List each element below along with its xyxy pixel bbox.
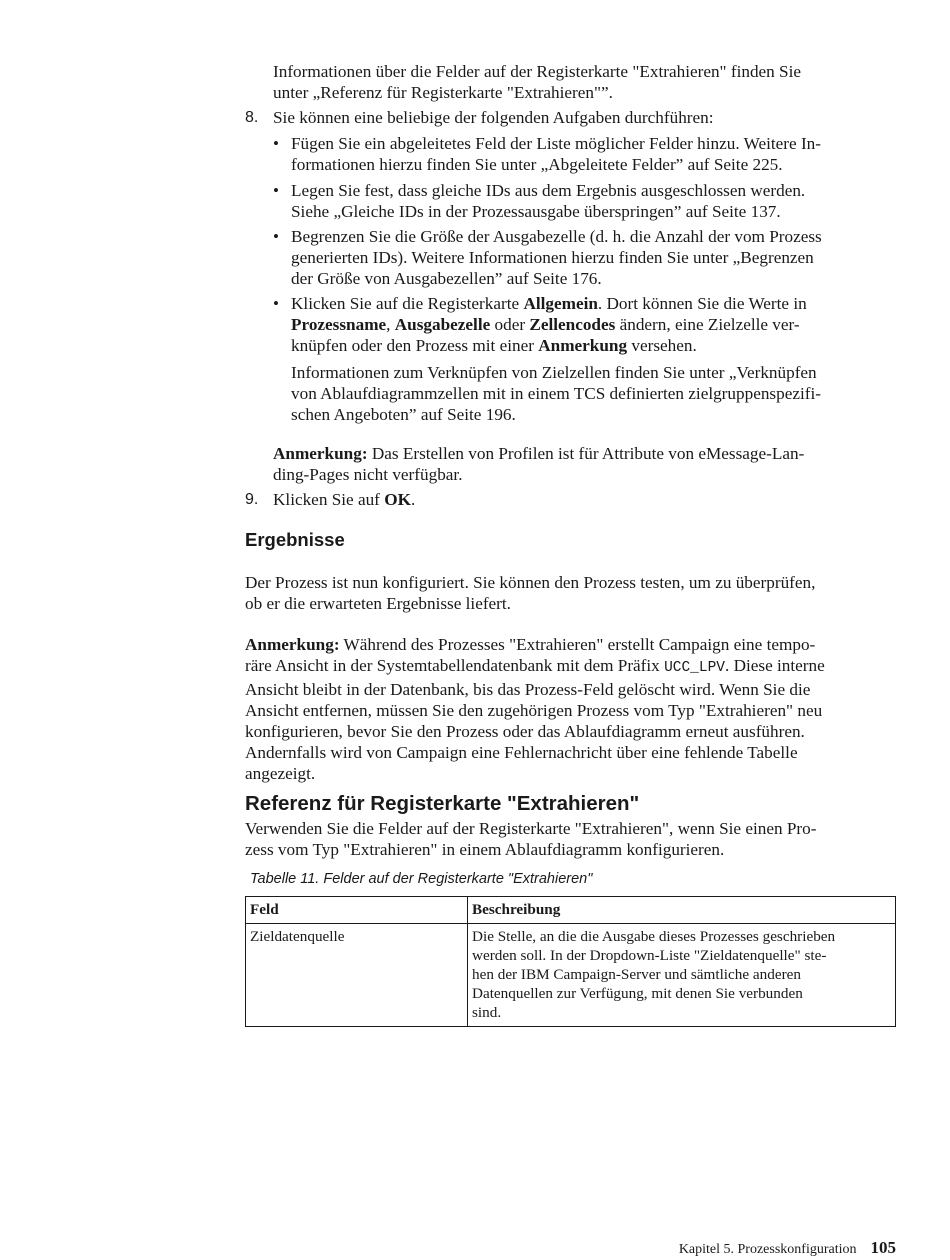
bullet-line: formationen hierzu finden Sie unter „Abgeleitete Felder” auf Seite 225. xyxy=(291,155,783,174)
results-paragraph xyxy=(245,572,815,614)
cell-line: Die Stelle, an die die Ausgabe dieses Prozesses geschrieben xyxy=(472,928,836,945)
bullet-line: generierten IDs). Weitere Informationen hierzu finden Sie unter „Begrenzen xyxy=(291,248,814,267)
section-heading-ergebnisse: Ergebnisse xyxy=(245,529,345,550)
note-line: Anmerkung: Während des Prozesses "Extrahieren" erstellt Campaign eine tempo- xyxy=(245,635,816,654)
bullet-subparagraph xyxy=(291,362,821,425)
bullet-line: Klicken Sie auf die Registerkarte Allgemein. Dort können Sie die Werte in xyxy=(291,294,807,313)
note-line: ding-Pages nicht verfügbar. xyxy=(273,465,463,484)
fields-table xyxy=(245,896,896,1027)
step-number: 8. xyxy=(245,109,259,126)
intro-line: unter „Referenz für Registerkarte "Extrahieren"”. xyxy=(273,83,613,102)
step-text: Sie können eine beliebige der folgenden Aufgaben durchführen: xyxy=(273,108,714,127)
cell-line: sind. xyxy=(472,1004,502,1021)
table-caption: Tabelle 11. Felder auf der Registerkarte "Extrahieren" xyxy=(250,871,593,887)
bullet-line: Siehe „Gleiche IDs in der Prozessausgabe überspringen” auf Seite 137. xyxy=(291,202,781,221)
bullet-line: schen Angeboten” auf Seite 196. xyxy=(291,405,516,424)
section-heading-referenz: Referenz für Registerkarte "Extrahieren" xyxy=(245,792,640,815)
bullet-item xyxy=(291,180,805,222)
step-note xyxy=(273,443,804,485)
bullet-item xyxy=(291,133,821,175)
column-header-feld: Feld xyxy=(246,897,468,924)
bullet-line: Informationen zum Verknüpfen von Zielzellen finden Sie unter „Verknüpfen xyxy=(291,363,817,382)
results-note xyxy=(245,634,825,784)
reference-paragraph xyxy=(245,818,816,860)
bullet-marker: • xyxy=(273,294,279,313)
table-cell-description xyxy=(468,924,896,1027)
note-line: Ansicht bleibt in der Datenbank, bis das Prozess-Feld gelöscht wird. Wenn Sie die xyxy=(245,680,811,699)
intro-line: Informationen über die Felder auf der Registerkarte "Extrahieren" finden Sie xyxy=(273,62,802,81)
bullet-marker: • xyxy=(273,227,279,246)
bullet-line: Legen Sie fest, dass gleiche IDs aus dem Ergebnis ausgeschlossen werden. xyxy=(291,181,806,200)
page-number: 105 xyxy=(870,1238,896,1257)
cell-line: Datenquellen zur Verfügung, mit denen Sie verbunden xyxy=(472,985,803,1002)
code-prefix: UCC_LPV xyxy=(664,660,725,676)
step-number: 9. xyxy=(245,491,259,508)
bullet-line: Prozessname, Ausgabezelle oder Zellencodes ändern, eine Zielzelle ver- xyxy=(291,315,800,334)
note-line: räre Ansicht in der Systemtabellendatenbank mit dem Präfix UCC_LPV. Diese interne xyxy=(245,656,825,676)
paragraph-line: zess vom Typ "Extrahieren" in einem Ablaufdiagramm konfigurieren. xyxy=(245,840,725,859)
bullet-marker: • xyxy=(273,134,279,153)
bullet-line: der Größe von Ausgabezellen” auf Seite 176. xyxy=(291,269,602,288)
intro-paragraph xyxy=(273,61,801,103)
paragraph-line: Verwenden Sie die Felder auf der Registerkarte "Extrahieren", wenn Sie einen Pro- xyxy=(245,819,817,838)
bullet-item xyxy=(291,293,821,425)
cell-line: werden soll. In der Dropdown-Liste "Zieldatenquelle" ste- xyxy=(472,947,827,964)
paragraph-line: ob er die erwarteten Ergebnisse liefert. xyxy=(245,594,511,613)
bullet-line: Begrenzen Sie die Größe der Ausgabezelle (d. h. die Anzahl der vom Prozess xyxy=(291,227,822,246)
table-header-row xyxy=(246,897,896,924)
note-line: Ansicht entfernen, müssen Sie den zugehörigen Prozess vom Typ "Extrahieren" neu xyxy=(245,701,823,720)
footer-chapter: Kapitel 5. Prozesskonfiguration xyxy=(678,1242,857,1257)
step-text: Klicken Sie auf OK. xyxy=(273,490,416,509)
bullet-line: Fügen Sie ein abgeleitetes Feld der Liste möglicher Felder hinzu. Weitere In- xyxy=(291,134,821,153)
bullet-line: von Ablaufdiagrammzellen mit in einem TCS definierten zielgruppenspezifi- xyxy=(291,384,821,403)
note-line: Anmerkung: Das Erstellen von Profilen ist für Attribute von eMessage-Lan- xyxy=(273,444,805,463)
table-row xyxy=(246,924,896,1027)
bullet-item xyxy=(291,226,822,289)
cell-line: hen der IBM Campaign-Server und sämtliche anderen xyxy=(472,966,801,983)
note-line: Andernfalls wird von Campaign eine Fehlernachricht über eine fehlende Tabelle xyxy=(245,743,798,762)
note-line: konfigurieren, bevor Sie den Prozess oder das Ablaufdiagramm erneut ausführen. xyxy=(245,722,805,741)
paragraph-line: Der Prozess ist nun konfiguriert. Sie können den Prozess testen, um zu überprüfen, xyxy=(245,573,816,592)
bullet-marker: • xyxy=(273,181,279,200)
page-footer xyxy=(679,1238,896,1258)
bullet-line: knüpfen oder den Prozess mit einer Anmerkung versehen. xyxy=(291,336,697,355)
table-cell-field: Zieldatenquelle xyxy=(246,924,468,1027)
column-header-beschreibung: Beschreibung xyxy=(468,897,896,924)
note-line: angezeigt. xyxy=(245,764,316,783)
